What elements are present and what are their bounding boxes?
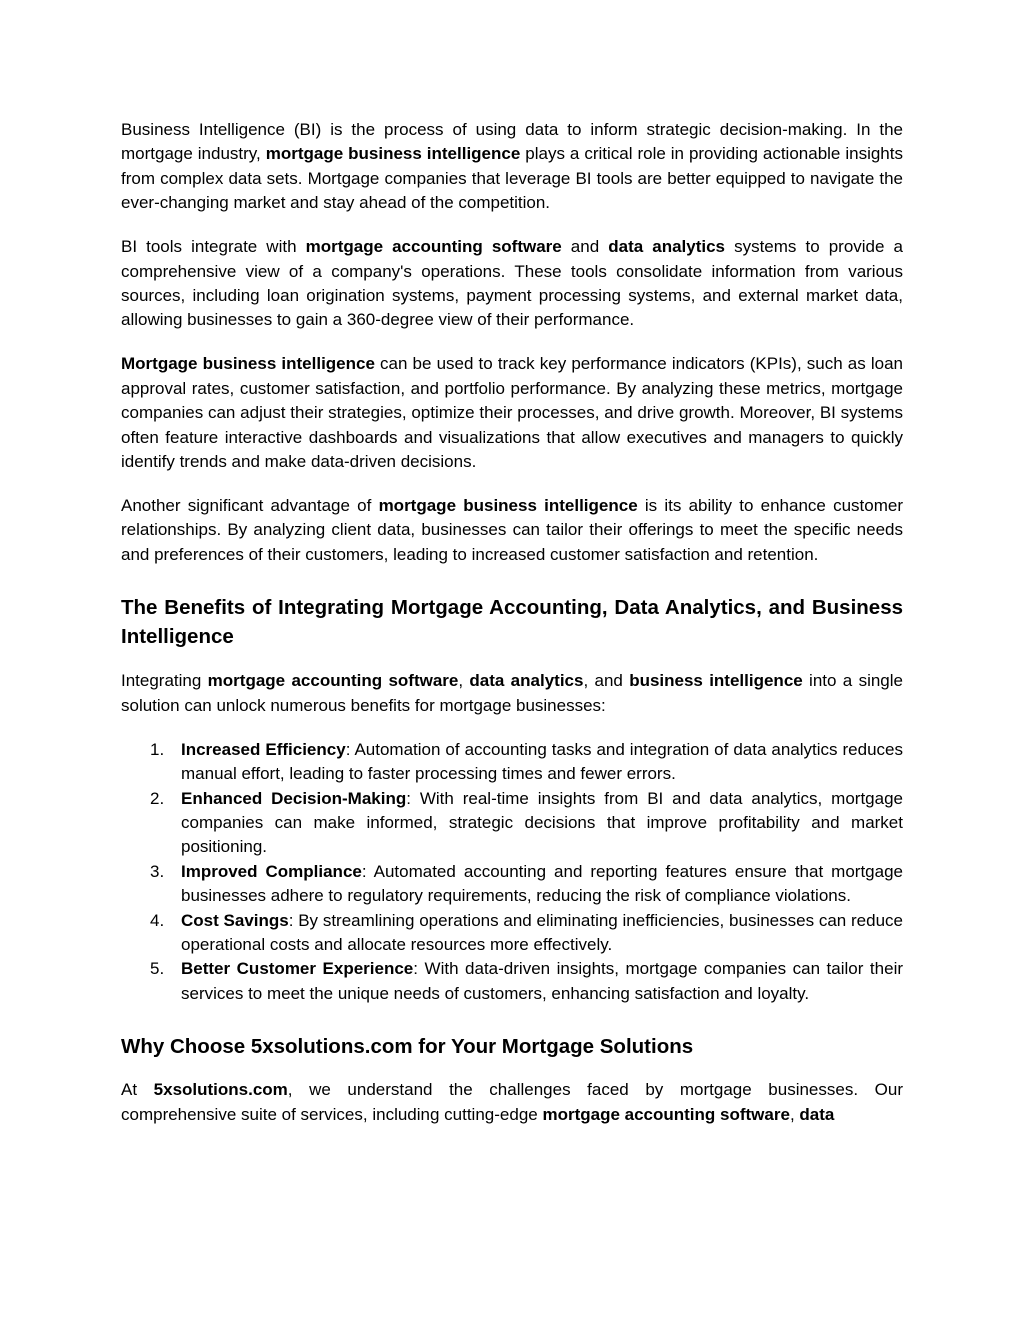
text-run: , <box>789 1104 800 1124</box>
bold-term: Mortgage business intelligence <box>121 354 375 374</box>
list-number: 1. <box>150 739 165 759</box>
text-run: , <box>458 671 470 691</box>
benefit-title: Cost Savings <box>181 910 289 930</box>
bold-term: data analytics <box>469 671 584 691</box>
text-run: , we understand the challenges faced by mortgage businesses. Our comprehensive suite of services, including cutting-edge <box>121 1080 903 1124</box>
text-run: Business Intelligence (BI) is the process of using data to inform strategic decision-making. In the mortgage industry, <box>121 120 903 164</box>
why-choose-heading: Why Choose 5xsolutions.com for Your Mortgage Solutions <box>121 1035 694 1059</box>
list-item <box>121 860 903 909</box>
text-run: Integrating <box>121 671 208 691</box>
text-run: At <box>121 1080 154 1100</box>
text-run: , and <box>583 671 630 691</box>
bold-term: data <box>799 1104 835 1124</box>
bold-term: mortgage business intelligence <box>378 496 638 516</box>
benefit-text: : With real-time insights from BI and data analytics, mortgage companies can make informed, strategic decisions that improve profitability and market positioning. <box>181 788 903 857</box>
bold-term: mortgage accounting software <box>305 237 562 257</box>
bold-term: 5xsolutions.com <box>153 1080 288 1100</box>
benefit-text: : Automated accounting and reporting features ensure that mortgage businesses adhere to regulatory requirements, reducing the risk of compliance violations. <box>181 861 903 906</box>
benefits-heading: The Benefits of Integrating Mortgage Accounting, Data Analytics, and Business Intelligence <box>121 596 903 649</box>
document-page <box>121 118 903 1127</box>
text-run: plays a critical role in providing actionable insights from complex data sets. Mortgage companies that leverage BI tools are better equipped to navigate the ever-changing market and stay ahead of the competition. <box>121 144 903 213</box>
list-item <box>121 738 903 787</box>
benefit-title: Increased Efficiency <box>181 739 346 759</box>
benefit-title: Enhanced Decision-Making <box>181 788 407 808</box>
benefit-text: : By streamlining operations and eliminating inefficiencies, businesses can reduce operational costs and allocate resources more effectively. <box>181 910 903 954</box>
benefit-title: Better Customer Experience <box>181 959 414 979</box>
benefit-text: : Automation of accounting tasks and integration of data analytics reduces manual effort, leading to faster processing times and fewer errors. <box>181 739 904 784</box>
kpi-paragraph <box>121 352 903 474</box>
bold-term: mortgage accounting software <box>207 671 459 691</box>
list-item <box>121 957 903 1006</box>
text-run: is its ability to enhance customer relationships. By analyzing client data, businesses can tailor their offerings to meet the specific needs and preferences of their customers, leading to increased customer satisfaction and retention. <box>121 496 903 564</box>
bold-term: data analytics <box>608 237 726 257</box>
benefit-title: Improved Compliance <box>181 861 362 881</box>
text-run: Another significant advantage of <box>121 496 379 516</box>
integration-paragraph <box>121 669 903 718</box>
list-item <box>121 787 903 860</box>
bi-tools-paragraph <box>121 235 903 333</box>
intro-paragraph <box>121 118 903 216</box>
text-run: can be used to track key performance indicators (KPIs), such as loan approval rates, customer satisfaction, and portfolio performance. By analyzing these metrics, mortgage companies can adjust their strategies, optimize their processes, and drive growth. Moreover, BI systems often feature interactive dashboards and visualizations that allow executives and managers to quickly identify trends and make data-driven decisions. <box>121 354 903 472</box>
list-number: 5. <box>150 959 165 979</box>
customer-relationships-paragraph <box>121 494 903 567</box>
text-run: systems to provide a comprehensive view of a company's operations. These tools consolidate information from various sources, including loan origination systems, payment processing systems, and external market data, allowing businesses to gain a 360-degree view of their performance. <box>121 237 903 330</box>
text-run: and <box>561 237 609 257</box>
benefit-text: : With data-driven insights, mortgage companies can tailor their services to meet the unique needs of customers, enhancing satisfaction and loyalty. <box>181 959 904 1003</box>
list-item <box>121 909 903 958</box>
why-choose-paragraph <box>121 1078 903 1127</box>
list-number: 3. <box>150 861 165 881</box>
text-run: BI tools integrate with <box>121 237 306 257</box>
bold-term: business intelligence <box>629 671 803 691</box>
bold-term: mortgage business intelligence <box>265 144 521 164</box>
list-number: 4. <box>150 910 165 930</box>
bold-term: mortgage accounting software <box>542 1104 790 1124</box>
list-number: 2. <box>150 788 165 808</box>
benefits-list <box>121 738 903 1006</box>
text-run: into a single solution can unlock numerous benefits for mortgage businesses: <box>121 671 903 715</box>
